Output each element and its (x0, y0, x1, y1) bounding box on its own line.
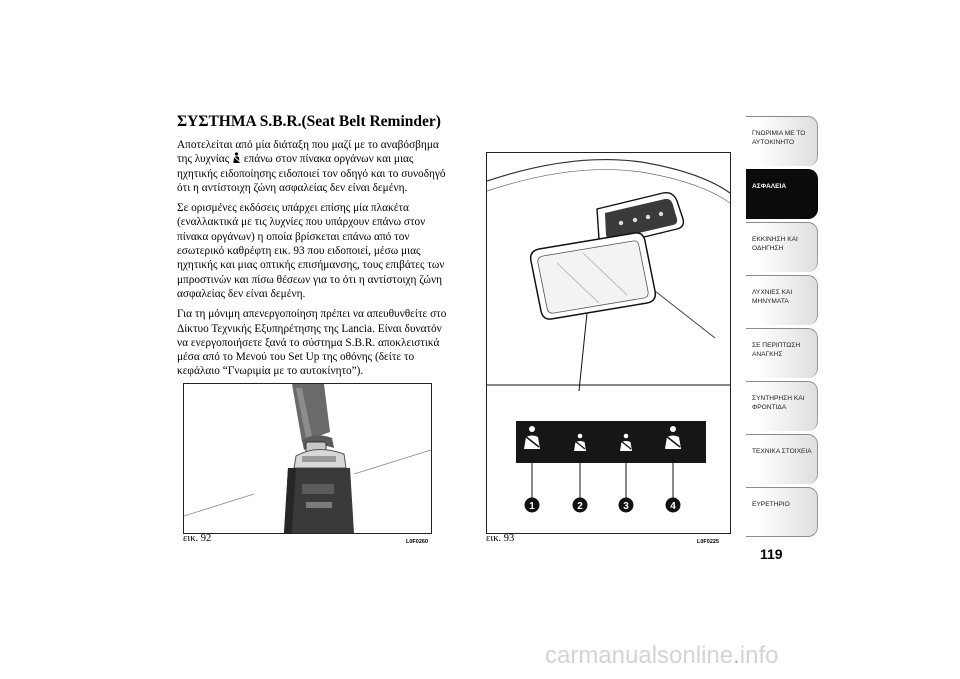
tab-getting-to-know-car[interactable]: ΓΝΩΡΙΜΙΑ ΜΕ ΤΟ ΑΥΤΟΚΙΝΗΤΟ (746, 116, 818, 166)
paragraph-3: Για τη μόνιμη απενεργοποίηση πρέπει να απευθυνθείτε στο Δίκτυο Τεχνικής Εξυπηρέτησης της Lancia. Είναι δυνατόν να ενεργοποιήσετε ξανά το σύστημα S.B.R. αποκλειστικά μέσα από το Μενού του Set Up της οθόνης (δείτε το κεφάλαιο “Γνωριμία με το αυτοκίνητο”). (177, 308, 447, 378)
paragraph-1-end: επάνω στον πίνακα οργάνων και μιας ηχητικής ειδοποίησης ειδοποιεί τον οδηγό και το συνοδηγό ότι η αντίστοιχη ζώνη ασφαλείας δεν είναι δεμένη. (177, 153, 446, 194)
paragraph-2: Σε ορισμένες εκδόσεις υπάρχει επίσης μία πλακέτα (εναλλακτικά με τις λυχνίες που υπάρχουν επάνω στον πίνακα οργάνων) η οποία βρίσκεται επάνω από τον εσωτερικό καθρέφτη εικ. 93 που ειδοποιεί, μέσω μιας ηχητικής και μιας οπτικής επισήμανσης, τους επιβάτες των μπροστινών και πίσω θέσεων για το ότι η αντίστοιχη ζώνη ασφαλείας δεν είναι δεμένη. (177, 202, 445, 300)
body-text (177, 138, 455, 385)
callout-label-4: 4 (670, 501, 676, 512)
figure-93-code: L0F0225 (697, 539, 720, 545)
figure-92 (183, 383, 432, 534)
sbr-panel-illustration (487, 153, 730, 533)
chapter-tabs (746, 116, 818, 540)
tab-safety[interactable]: ΑΣΦΑΛΕΙΑ (746, 169, 818, 219)
watermark-dot: . (733, 642, 740, 669)
callout-label-1: 1 (529, 501, 535, 512)
tab-emergency[interactable]: ΣΕ ΠΕΡΙΠΤΩΣΗ ΑΝΑΓΚΗΣ (746, 328, 818, 378)
figure-93 (486, 152, 731, 534)
watermark-prefix: carmanualsonline (545, 642, 734, 669)
tab-starting-driving[interactable]: ΕΚΚΙΝΗΣΗ ΚΑΙ ΟΔΗΓΗΣΗ (746, 222, 818, 272)
callout-label-2: 2 (577, 501, 583, 512)
watermark (545, 642, 778, 670)
page-title: ΣΥΣΤΗΜΑ S.B.R.(Seat Belt Reminder) (177, 113, 441, 130)
page-number: 119 (760, 546, 783, 562)
paragraph-1-start: Αποτελείται από μία διάταξη που μαζί με το αναβόσβημα της λυχνίας (177, 139, 439, 166)
tab-maintenance[interactable]: ΣΥΝΤΗΡΗΣΗ ΚΑΙ ΦΡΟΝΤΙΔΑ (746, 381, 818, 431)
seatbelt-buckle-illustration (184, 384, 431, 533)
seatbelt-warning-icon (232, 152, 241, 164)
tab-index[interactable]: ΕΥΡΕΤΗΡΙΟ (746, 487, 818, 537)
tab-technical-data[interactable]: ΤΕΧΝΙΚΑ ΣΤΟΙΧΕΙΑ (746, 434, 818, 484)
figure-93-label: εικ. 93 (486, 533, 515, 544)
figure-92-code: L0F0260 (406, 539, 429, 545)
tab-warning-lights[interactable]: ΛΥΧΝΙΕΣ ΚΑΙ ΜΗΝΥΜΑΤΑ (746, 275, 818, 325)
watermark-suffix: info (739, 642, 779, 669)
callout-label-3: 3 (623, 501, 629, 512)
figure-92-label: εικ. 92 (183, 533, 212, 544)
paragraph-1 (177, 138, 455, 195)
